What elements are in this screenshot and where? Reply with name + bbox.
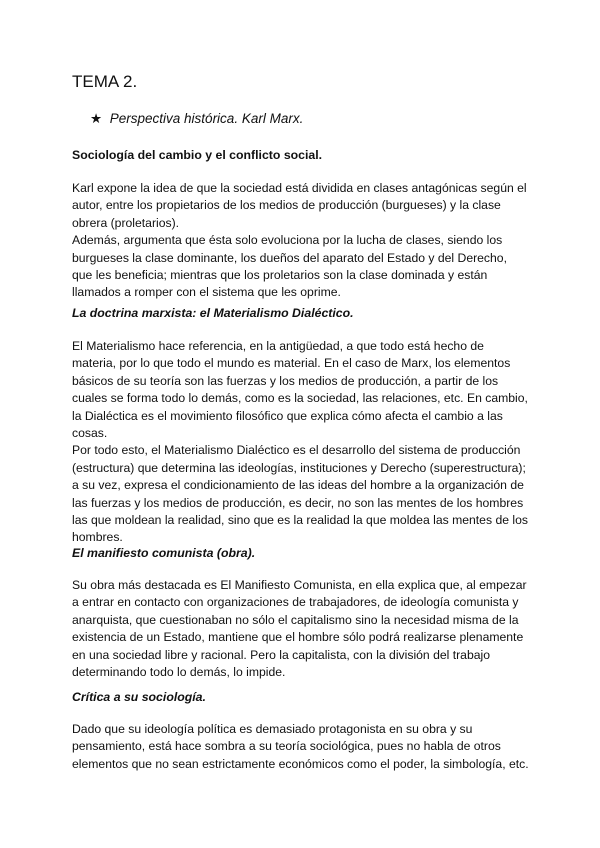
text-line: obrera (proletarios). [72,215,180,230]
text-line: anarquista, que cuestionaban no sólo el capitalismo sino la necesidad misma de la [72,612,519,627]
section-paragraph-3 [72,577,532,681]
text-line: Por todo esto, el Materialismo Dialéctico es el desarrollo del sistema de producción [72,443,521,458]
text-line: básicos de su teoría son las fuerzas y los medios de producción, a partir de los [72,373,499,388]
text-line: Además, argumenta que ésta solo evoluciona por la lucha de clases, siendo los [72,233,503,248]
text-line: Su obra más destacada es El Manifiesto Comunista, en ella explica que, al empezar [72,578,527,592]
text-line: autor, entre los propietarios de los medios de producción (burgueses) y la clase [72,198,501,213]
text-line: a entrar en contacto con organizaciones de trabajadores, de ideología comunista y [72,595,519,610]
text-line: Dado que su ideología política es demasiado protagonista en su obra y su [72,722,473,736]
section-paragraph-2 [72,338,532,547]
text-line: cuales se forma todo lo demás, como es la sociedad, las relaciones, etc. En cambio, [72,391,528,406]
text-line: materia, por lo que todo el mundo es material. En el caso de Marx, los elementos [72,356,511,371]
text-line: burgueses la clase dominante, los dueños del aparato del Estado y del Derecho, [72,250,507,265]
text-line: Karl expone la idea de que la sociedad está dividida en clases antagónicas según el [72,181,527,195]
text-line: la Dialéctica es el movimiento filosófico que explica cómo afecta el cambio a las [72,408,503,423]
text-line: cosas. [72,426,108,441]
section-paragraph-1 [72,180,532,302]
text-line: (estructura) que determina las ideologías, instituciones y Derecho (superestructura); [72,460,526,475]
text-line: elementos que no sean estrictamente económicos como el poder, la simbología, etc. [72,756,529,771]
subtitle-text: Perspectiva histórica. Karl Marx. [109,111,304,126]
section-heading-2: La doctrina marxista: el Materialismo Dialéctico. [72,306,354,320]
page-title: TEMA 2. [72,72,138,91]
text-line: determinando todo lo demás, lo impide. [72,665,286,680]
text-line: llamados a romper con el sistema que les oprime. [72,285,341,300]
section-paragraph-4 [72,721,532,773]
text-line: pensamiento, está hace sombra a su teoría sociológica, pues no habla de otros [72,739,501,754]
text-line: las fuerzas y los medios de producción, es decir, no son las mentes de los hombres [72,495,524,510]
text-line: a su vez, expresa el condicionamiento de las ideas del hombre a la organización de [72,478,524,493]
section-heading-1: Sociología del cambio y el conflicto social. [72,148,323,162]
text-line: las que moldean la realidad, sino que es la realidad la que moldea las mentes de los [72,513,528,528]
text-line: en una sociedad libre y racional. Pero la capitalista, con la división del trabajo [72,647,491,662]
bullet-subtitle [90,111,303,127]
text-line: existencia de un Estado, mantiene que el hombre sólo podrá realizarse plenamente [72,630,524,645]
text-line: hombres. [72,530,123,545]
text-line: El Materialismo hace referencia, en la antigüedad, a que todo está hecho de [72,339,484,353]
section-heading-3: El manifiesto comunista (obra). [72,546,256,560]
star-icon: ★ [90,111,103,126]
text-line: que les beneficia; mientras que los proletarios son la clase dominada y están [72,268,488,283]
section-heading-4: Crítica a su sociología. [72,690,206,704]
